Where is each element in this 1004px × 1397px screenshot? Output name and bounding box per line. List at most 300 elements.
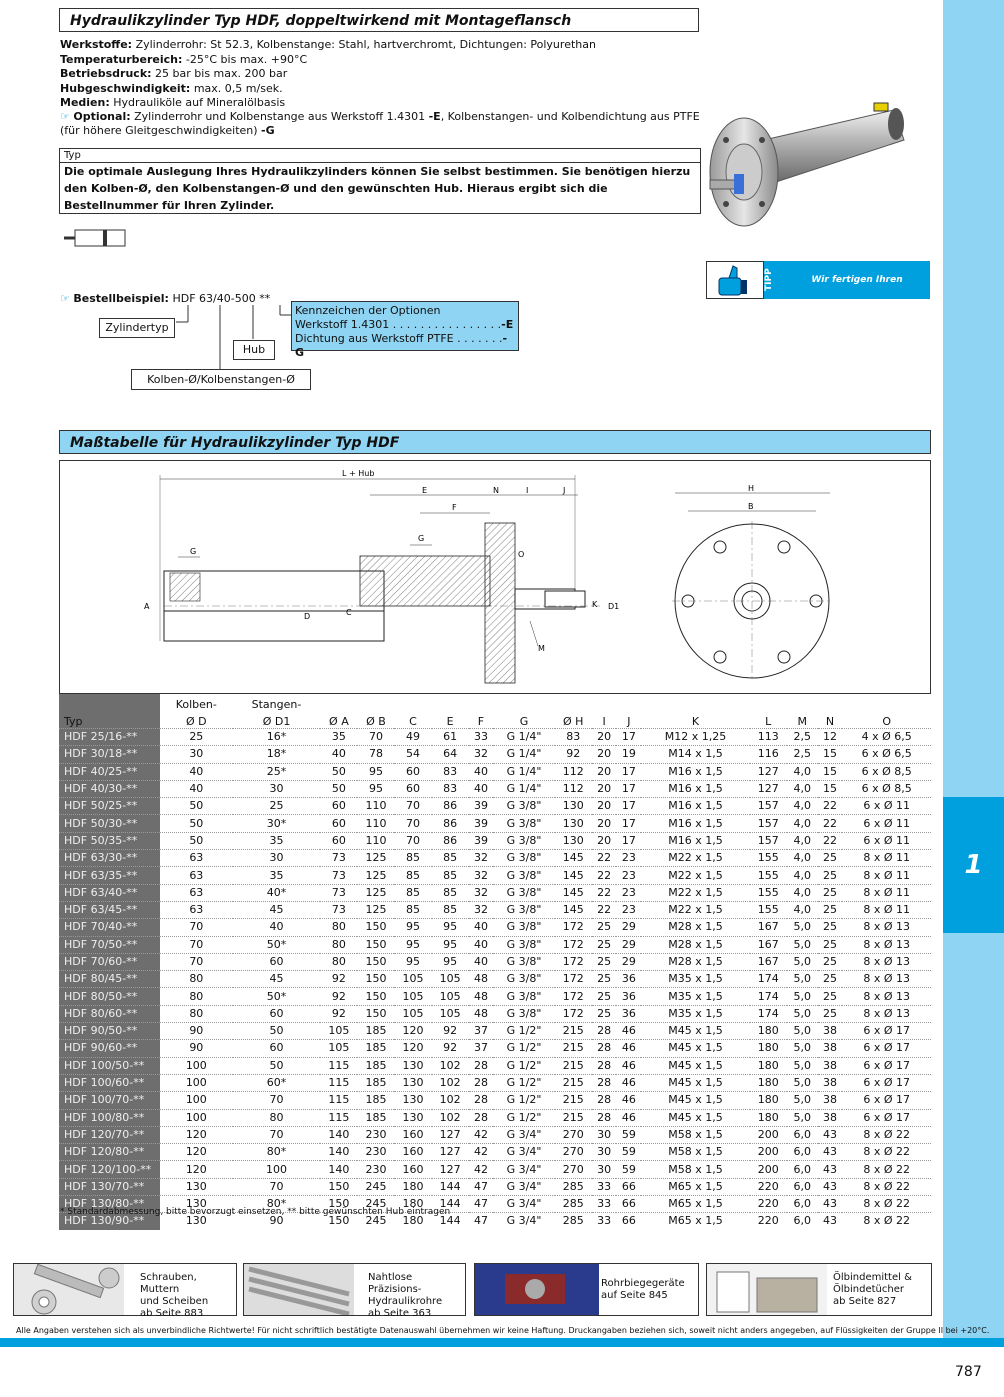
value-cell: 130 (160, 1196, 233, 1213)
value-cell: 95 (394, 953, 431, 970)
value-cell: 155 (750, 901, 787, 918)
value-cell: G 1/2" (493, 1109, 554, 1126)
type-cell: HDF 80/45-** (59, 971, 160, 988)
value-cell: 4 x Ø 6,5 (842, 729, 931, 746)
value-cell: 17 (616, 729, 641, 746)
value-cell: 180 (750, 1023, 787, 1040)
value-cell: 130 (394, 1074, 431, 1091)
page-title: Hydraulikzylinder Typ HDF, doppeltwirkend mit Montageflansch (59, 8, 699, 32)
value-cell: 174 (750, 988, 787, 1005)
value-cell: 25 (818, 953, 843, 970)
spec-line: Temperaturbereich: -25°C bis max. +90°C (60, 52, 308, 66)
svg-text:C: C (346, 608, 352, 617)
value-cell: 85 (432, 867, 469, 884)
value-cell: 5,0 (787, 1005, 818, 1022)
value-cell: 73 (320, 884, 357, 901)
value-cell: 120 (160, 1144, 233, 1161)
value-cell: 66 (616, 1213, 641, 1230)
value-cell: 28 (469, 1074, 494, 1091)
value-cell: 105 (320, 1023, 357, 1040)
value-cell: 115 (320, 1109, 357, 1126)
value-cell: 4,0 (787, 780, 818, 797)
table-row (59, 1023, 931, 1040)
value-cell: 25 (818, 988, 843, 1005)
value-cell: 200 (750, 1144, 787, 1161)
value-cell: 150 (357, 1005, 394, 1022)
svg-text:L + Hub: L + Hub (342, 469, 375, 478)
value-cell: 220 (750, 1213, 787, 1230)
table-header-top-cell (432, 694, 469, 711)
cylinder-symbol-icon (63, 228, 129, 248)
value-cell: 46 (616, 1040, 641, 1057)
type-cell: HDF 90/60-** (59, 1040, 160, 1057)
value-cell: 54 (394, 746, 431, 763)
value-cell: 38 (818, 1057, 843, 1074)
value-cell: 30 (592, 1161, 617, 1178)
value-cell: 245 (357, 1196, 394, 1213)
value-cell: 38 (818, 1109, 843, 1126)
value-cell: 8 x Ø 11 (842, 867, 931, 884)
value-cell: M45 x 1,5 (641, 1023, 750, 1040)
value-cell: 30 (233, 780, 321, 797)
value-cell: 127 (750, 763, 787, 780)
value-cell: 70 (160, 953, 233, 970)
value-cell: 4,0 (787, 884, 818, 901)
value-cell: 40 (469, 763, 494, 780)
value-cell: 127 (432, 1144, 469, 1161)
value-cell: 80 (320, 919, 357, 936)
table-row (59, 815, 931, 832)
value-cell: 42 (469, 1144, 494, 1161)
value-cell: 60 (233, 1005, 321, 1022)
value-cell: 140 (320, 1161, 357, 1178)
table-header-cell: C (409, 715, 417, 728)
value-cell: 43 (818, 1213, 843, 1230)
spec-line: Medien: Hydrauliköle auf Mineralölbasis (60, 96, 286, 109)
value-cell: G 3/8" (493, 919, 554, 936)
table-header-top-cell (750, 694, 787, 711)
svg-text:A: A (144, 602, 150, 611)
value-cell: 100 (160, 1057, 233, 1074)
value-cell: 80 (160, 971, 233, 988)
value-cell: 115 (320, 1074, 357, 1091)
value-cell: 125 (357, 884, 394, 901)
type-cell: HDF 120/80-** (59, 1144, 160, 1161)
value-cell: 167 (750, 919, 787, 936)
product-teaser-screws[interactable] (13, 1263, 237, 1319)
value-cell: 5,0 (787, 971, 818, 988)
value-cell: 145 (555, 867, 592, 884)
value-cell: 8 x Ø 13 (842, 1005, 931, 1022)
value-cell: 185 (357, 1057, 394, 1074)
value-cell: 23 (616, 884, 641, 901)
spec-line: Werkstoffe: Zylinderrohr: St 52.3, Kolbenstange: Stahl, hartverchromt, Dichtungen: Polyurethan (60, 38, 596, 51)
value-cell: 83 (432, 780, 469, 797)
zylindertyp-box: Zylindertyp (99, 318, 175, 338)
value-cell: 85 (432, 901, 469, 918)
table-row (59, 988, 931, 1005)
value-cell: 157 (750, 815, 787, 832)
table-header-top-cell: Stangen- (251, 698, 302, 711)
value-cell: 6 x Ø 17 (842, 1092, 931, 1109)
value-cell: 172 (555, 936, 592, 953)
value-cell: 4,0 (787, 867, 818, 884)
value-cell: G 3/8" (493, 953, 554, 970)
value-cell: M65 x 1,5 (641, 1213, 750, 1230)
value-cell: 70 (394, 832, 431, 849)
value-cell: 215 (555, 1092, 592, 1109)
value-cell: 4,0 (787, 901, 818, 918)
technical-drawing (59, 460, 931, 694)
value-cell: 43 (818, 1126, 843, 1143)
kolben-box: Kolben-Ø/Kolbenstangen-Ø (131, 369, 311, 390)
value-cell: 38 (818, 1040, 843, 1057)
value-cell: 144 (432, 1213, 469, 1230)
type-cell: HDF 63/35-** (59, 867, 160, 884)
value-cell: 92 (320, 971, 357, 988)
value-cell: 140 (320, 1144, 357, 1161)
value-cell: 105 (394, 988, 431, 1005)
value-cell: 73 (320, 901, 357, 918)
value-cell: 8 x Ø 13 (842, 953, 931, 970)
value-cell: 150 (320, 1178, 357, 1195)
screws-image (14, 1264, 124, 1315)
value-cell: 180 (394, 1196, 431, 1213)
value-cell: 8 x Ø 11 (842, 884, 931, 901)
footnote: * Standardabmessung, bitte bevorzugt einsetzen, ** bitte gewünschten Hub eintragen (60, 1207, 451, 1217)
value-cell: 33 (592, 1196, 617, 1213)
value-cell: 40 (469, 936, 494, 953)
value-cell: 5,0 (787, 1057, 818, 1074)
table-header-top-cell (641, 694, 750, 711)
value-cell: 37 (469, 1040, 494, 1057)
value-cell: 50 (233, 1057, 321, 1074)
svg-text:I: I (526, 486, 529, 495)
value-cell: 70 (357, 729, 394, 746)
value-cell: 20 (592, 832, 617, 849)
value-cell: 230 (357, 1161, 394, 1178)
value-cell: 40 (469, 953, 494, 970)
product-caption: Schrauben, Muttern und Scheiben ab Seite 883 (140, 1272, 209, 1319)
value-cell: 8 x Ø 13 (842, 936, 931, 953)
table-header-cell: G (519, 715, 529, 728)
value-cell: 48 (469, 971, 494, 988)
value-cell: 19 (616, 746, 641, 763)
value-cell: M45 x 1,5 (641, 1109, 750, 1126)
product-teaser-oilbinder[interactable] (706, 1263, 932, 1316)
table-section-title: Maßtabelle für Hydraulikzylinder Typ HDF (59, 430, 931, 454)
value-cell: 25 (818, 850, 843, 867)
value-cell: 30 (592, 1144, 617, 1161)
table-header-cell: Ø A (329, 715, 349, 728)
value-cell: 6 x Ø 17 (842, 1074, 931, 1091)
value-cell: 5,0 (787, 1109, 818, 1126)
value-cell: G 3/4" (493, 1196, 554, 1213)
value-cell: M16 x 1,5 (641, 780, 750, 797)
value-cell: 28 (592, 1109, 617, 1126)
value-cell: M45 x 1,5 (641, 1057, 750, 1074)
value-cell: 172 (555, 971, 592, 988)
product-teaser-benders[interactable] (474, 1263, 699, 1316)
value-cell: 180 (750, 1109, 787, 1126)
value-cell: 160 (394, 1161, 431, 1178)
value-cell: 46 (616, 1057, 641, 1074)
spec-line: Hubgeschwindigkeit: max. 0,5 m/sek. (60, 81, 283, 95)
value-cell: 6 x Ø 6,5 (842, 746, 931, 763)
value-cell: 25 (160, 729, 233, 746)
value-cell: 90 (160, 1040, 233, 1057)
type-cell: HDF 70/50-** (59, 936, 160, 953)
value-cell: M45 x 1,5 (641, 1040, 750, 1057)
value-cell: 22 (592, 901, 617, 918)
value-cell: 2,5 (787, 729, 818, 746)
value-cell: G 3/8" (493, 884, 554, 901)
value-cell: 145 (555, 901, 592, 918)
value-cell: 6 x Ø 11 (842, 832, 931, 849)
value-cell: M45 x 1,5 (641, 1092, 750, 1109)
value-cell: 113 (750, 729, 787, 746)
svg-text:E: E (422, 486, 428, 495)
optional-line: ☞ Optional: Zylinderrohr und Kolbenstange aus Werkstoff 1.4301 -E, Kolbenstangen- und Kolbendichtung aus PTFE (für höhere Gleitgeschwindigkeiten) -G (60, 110, 700, 137)
value-cell: 30 (233, 850, 321, 867)
value-cell: 40 (160, 763, 233, 780)
value-cell: 95 (394, 919, 431, 936)
value-cell: 60 (233, 953, 321, 970)
value-cell: 95 (394, 936, 431, 953)
value-cell: 80 (160, 1005, 233, 1022)
value-cell: G 1/4" (493, 763, 554, 780)
table-row (59, 971, 931, 988)
typ-info-box (59, 148, 701, 214)
value-cell: G 1/4" (493, 729, 554, 746)
value-cell: 150 (320, 1213, 357, 1230)
value-cell: 40 (469, 919, 494, 936)
tipp-message: Wir fertigen Ihren Wunschhub! (784, 261, 930, 299)
value-cell: 112 (555, 780, 592, 797)
value-cell: 16* (233, 729, 321, 746)
value-cell: 70 (394, 798, 431, 815)
value-cell: 180 (750, 1092, 787, 1109)
value-cell: 25* (233, 763, 321, 780)
value-cell: 125 (357, 901, 394, 918)
value-cell: 5,0 (787, 988, 818, 1005)
value-cell: 4,0 (787, 763, 818, 780)
spec-line: Betriebsdruck: 25 bar bis max. 200 bar (60, 67, 288, 80)
type-cell: HDF 70/60-** (59, 953, 160, 970)
value-cell: 85 (394, 867, 431, 884)
value-cell: 63 (160, 901, 233, 918)
table-header-top-row (59, 694, 931, 711)
value-cell: 46 (616, 1092, 641, 1109)
value-cell: 130 (555, 832, 592, 849)
value-cell: 8 x Ø 22 (842, 1178, 931, 1195)
value-cell: 17 (616, 815, 641, 832)
value-cell: 145 (555, 850, 592, 867)
value-cell: M58 x 1,5 (641, 1161, 750, 1178)
value-cell: 32 (469, 746, 494, 763)
table-header-top-cell (592, 694, 617, 711)
type-cell: HDF 70/40-** (59, 919, 160, 936)
value-cell: 46 (616, 1074, 641, 1091)
value-cell: 160 (394, 1144, 431, 1161)
value-cell: 270 (555, 1126, 592, 1143)
value-cell: M22 x 1,5 (641, 901, 750, 918)
value-cell: 25 (818, 936, 843, 953)
product-teaser-tubes[interactable] (243, 1263, 466, 1319)
value-cell: 245 (357, 1213, 394, 1230)
svg-text:D: D (304, 612, 311, 621)
value-cell: 43 (818, 1144, 843, 1161)
value-cell: M58 x 1,5 (641, 1126, 750, 1143)
type-cell: HDF 120/70-** (59, 1126, 160, 1143)
value-cell: 220 (750, 1178, 787, 1195)
type-cell: HDF 80/60-** (59, 1005, 160, 1022)
value-cell: G 3/4" (493, 1178, 554, 1195)
value-cell: 8 x Ø 22 (842, 1213, 931, 1230)
value-cell: 28 (592, 1074, 617, 1091)
value-cell: 5,0 (787, 919, 818, 936)
value-cell: 5,0 (787, 1092, 818, 1109)
value-cell: 25 (233, 798, 321, 815)
value-cell: 59 (616, 1126, 641, 1143)
table-header-cell: F (477, 715, 485, 728)
value-cell: 29 (616, 936, 641, 953)
type-cell: HDF 40/25-** (59, 763, 160, 780)
value-cell: G 3/8" (493, 988, 554, 1005)
option-g: Dichtung aus Werkstoff PTFE . . . . . . .-G (295, 332, 508, 359)
svg-text:O: O (518, 550, 525, 559)
value-cell: 33 (469, 729, 494, 746)
svg-text:D1: D1 (608, 602, 620, 611)
value-cell: 270 (555, 1161, 592, 1178)
value-cell: M22 x 1,5 (641, 850, 750, 867)
type-cell: HDF 40/30-** (59, 780, 160, 797)
value-cell: 150 (357, 919, 394, 936)
value-cell: 100 (233, 1161, 321, 1178)
table-row (59, 1144, 931, 1161)
value-cell: 155 (750, 884, 787, 901)
value-cell: 18* (233, 746, 321, 763)
table-row (59, 1126, 931, 1143)
value-cell: 86 (432, 798, 469, 815)
value-cell: 180 (750, 1074, 787, 1091)
table-row (59, 1074, 931, 1091)
value-cell: 80* (233, 1144, 321, 1161)
value-cell: 60 (394, 780, 431, 797)
value-cell: 15 (818, 763, 843, 780)
value-cell: G 3/8" (493, 832, 554, 849)
pointing-hand-icon: ☞ (60, 110, 70, 123)
value-cell: 66 (616, 1196, 641, 1213)
type-cell: HDF 130/70-** (59, 1178, 160, 1195)
table-header-row (59, 711, 931, 729)
value-cell: 2,5 (787, 746, 818, 763)
value-cell: 155 (750, 850, 787, 867)
value-cell: 80 (320, 936, 357, 953)
value-cell: 30* (233, 815, 321, 832)
value-cell: 285 (555, 1178, 592, 1195)
svg-text:N: N (493, 486, 499, 495)
value-cell: 8 x Ø 11 (842, 901, 931, 918)
value-cell: 8 x Ø 22 (842, 1144, 931, 1161)
value-cell: 50 (320, 780, 357, 797)
table-row (59, 1109, 931, 1126)
table-row (59, 919, 931, 936)
type-cell: HDF 50/35-** (59, 832, 160, 849)
value-cell: 25 (592, 971, 617, 988)
type-cell: HDF 50/30-** (59, 815, 160, 832)
value-cell: 50 (233, 1023, 321, 1040)
value-cell: 95 (432, 936, 469, 953)
table-header-cell: M (797, 715, 807, 728)
value-cell: 150 (357, 971, 394, 988)
pointing-hand-icon: ☞ (60, 292, 70, 305)
value-cell: 20 (592, 729, 617, 746)
value-cell: 200 (750, 1126, 787, 1143)
value-cell: 48 (469, 1005, 494, 1022)
value-cell: G 1/2" (493, 1040, 554, 1057)
option-e: Werkstoff 1.4301 . . . . . . . . . . . . . . . .-E (295, 318, 514, 331)
value-cell: 130 (160, 1178, 233, 1195)
value-cell: M65 x 1,5 (641, 1196, 750, 1213)
value-cell: 155 (750, 867, 787, 884)
value-cell: 25 (592, 988, 617, 1005)
value-cell: M35 x 1,5 (641, 988, 750, 1005)
value-cell: 25 (818, 884, 843, 901)
value-cell: 180 (750, 1057, 787, 1074)
value-cell: 120 (160, 1161, 233, 1178)
value-cell: 50 (160, 798, 233, 815)
value-cell: 95 (432, 953, 469, 970)
value-cell: 220 (750, 1196, 787, 1213)
value-cell: 83 (432, 763, 469, 780)
value-cell: 17 (616, 798, 641, 815)
table-row (59, 1092, 931, 1109)
value-cell: 112 (555, 763, 592, 780)
value-cell: 47 (469, 1196, 494, 1213)
value-cell: M58 x 1,5 (641, 1144, 750, 1161)
value-cell: 35 (233, 867, 321, 884)
value-cell: 59 (616, 1144, 641, 1161)
value-cell: 23 (616, 867, 641, 884)
value-cell: 6,0 (787, 1126, 818, 1143)
value-cell: G 3/4" (493, 1161, 554, 1178)
value-cell: 6 x Ø 11 (842, 815, 931, 832)
chapter-tab[interactable]: 1 (943, 797, 1004, 933)
value-cell: 130 (160, 1213, 233, 1230)
value-cell: 6 x Ø 17 (842, 1109, 931, 1126)
value-cell: 17 (616, 763, 641, 780)
value-cell: 28 (592, 1092, 617, 1109)
table-row (59, 1040, 931, 1057)
table-row (59, 1178, 931, 1195)
value-cell: 28 (469, 1057, 494, 1074)
value-cell: M14 x 1,5 (641, 746, 750, 763)
table-header-top-cell (616, 694, 641, 711)
value-cell: 130 (555, 815, 592, 832)
value-cell: 48 (469, 988, 494, 1005)
value-cell: 102 (432, 1092, 469, 1109)
value-cell: 30 (592, 1126, 617, 1143)
value-cell: 43 (818, 1196, 843, 1213)
tipp-banner (706, 261, 930, 323)
value-cell: 105 (432, 988, 469, 1005)
value-cell: G 3/8" (493, 971, 554, 988)
value-cell: 15 (818, 780, 843, 797)
value-cell: 90 (233, 1213, 321, 1230)
value-cell: 5,0 (787, 1023, 818, 1040)
value-cell: G 3/8" (493, 815, 554, 832)
